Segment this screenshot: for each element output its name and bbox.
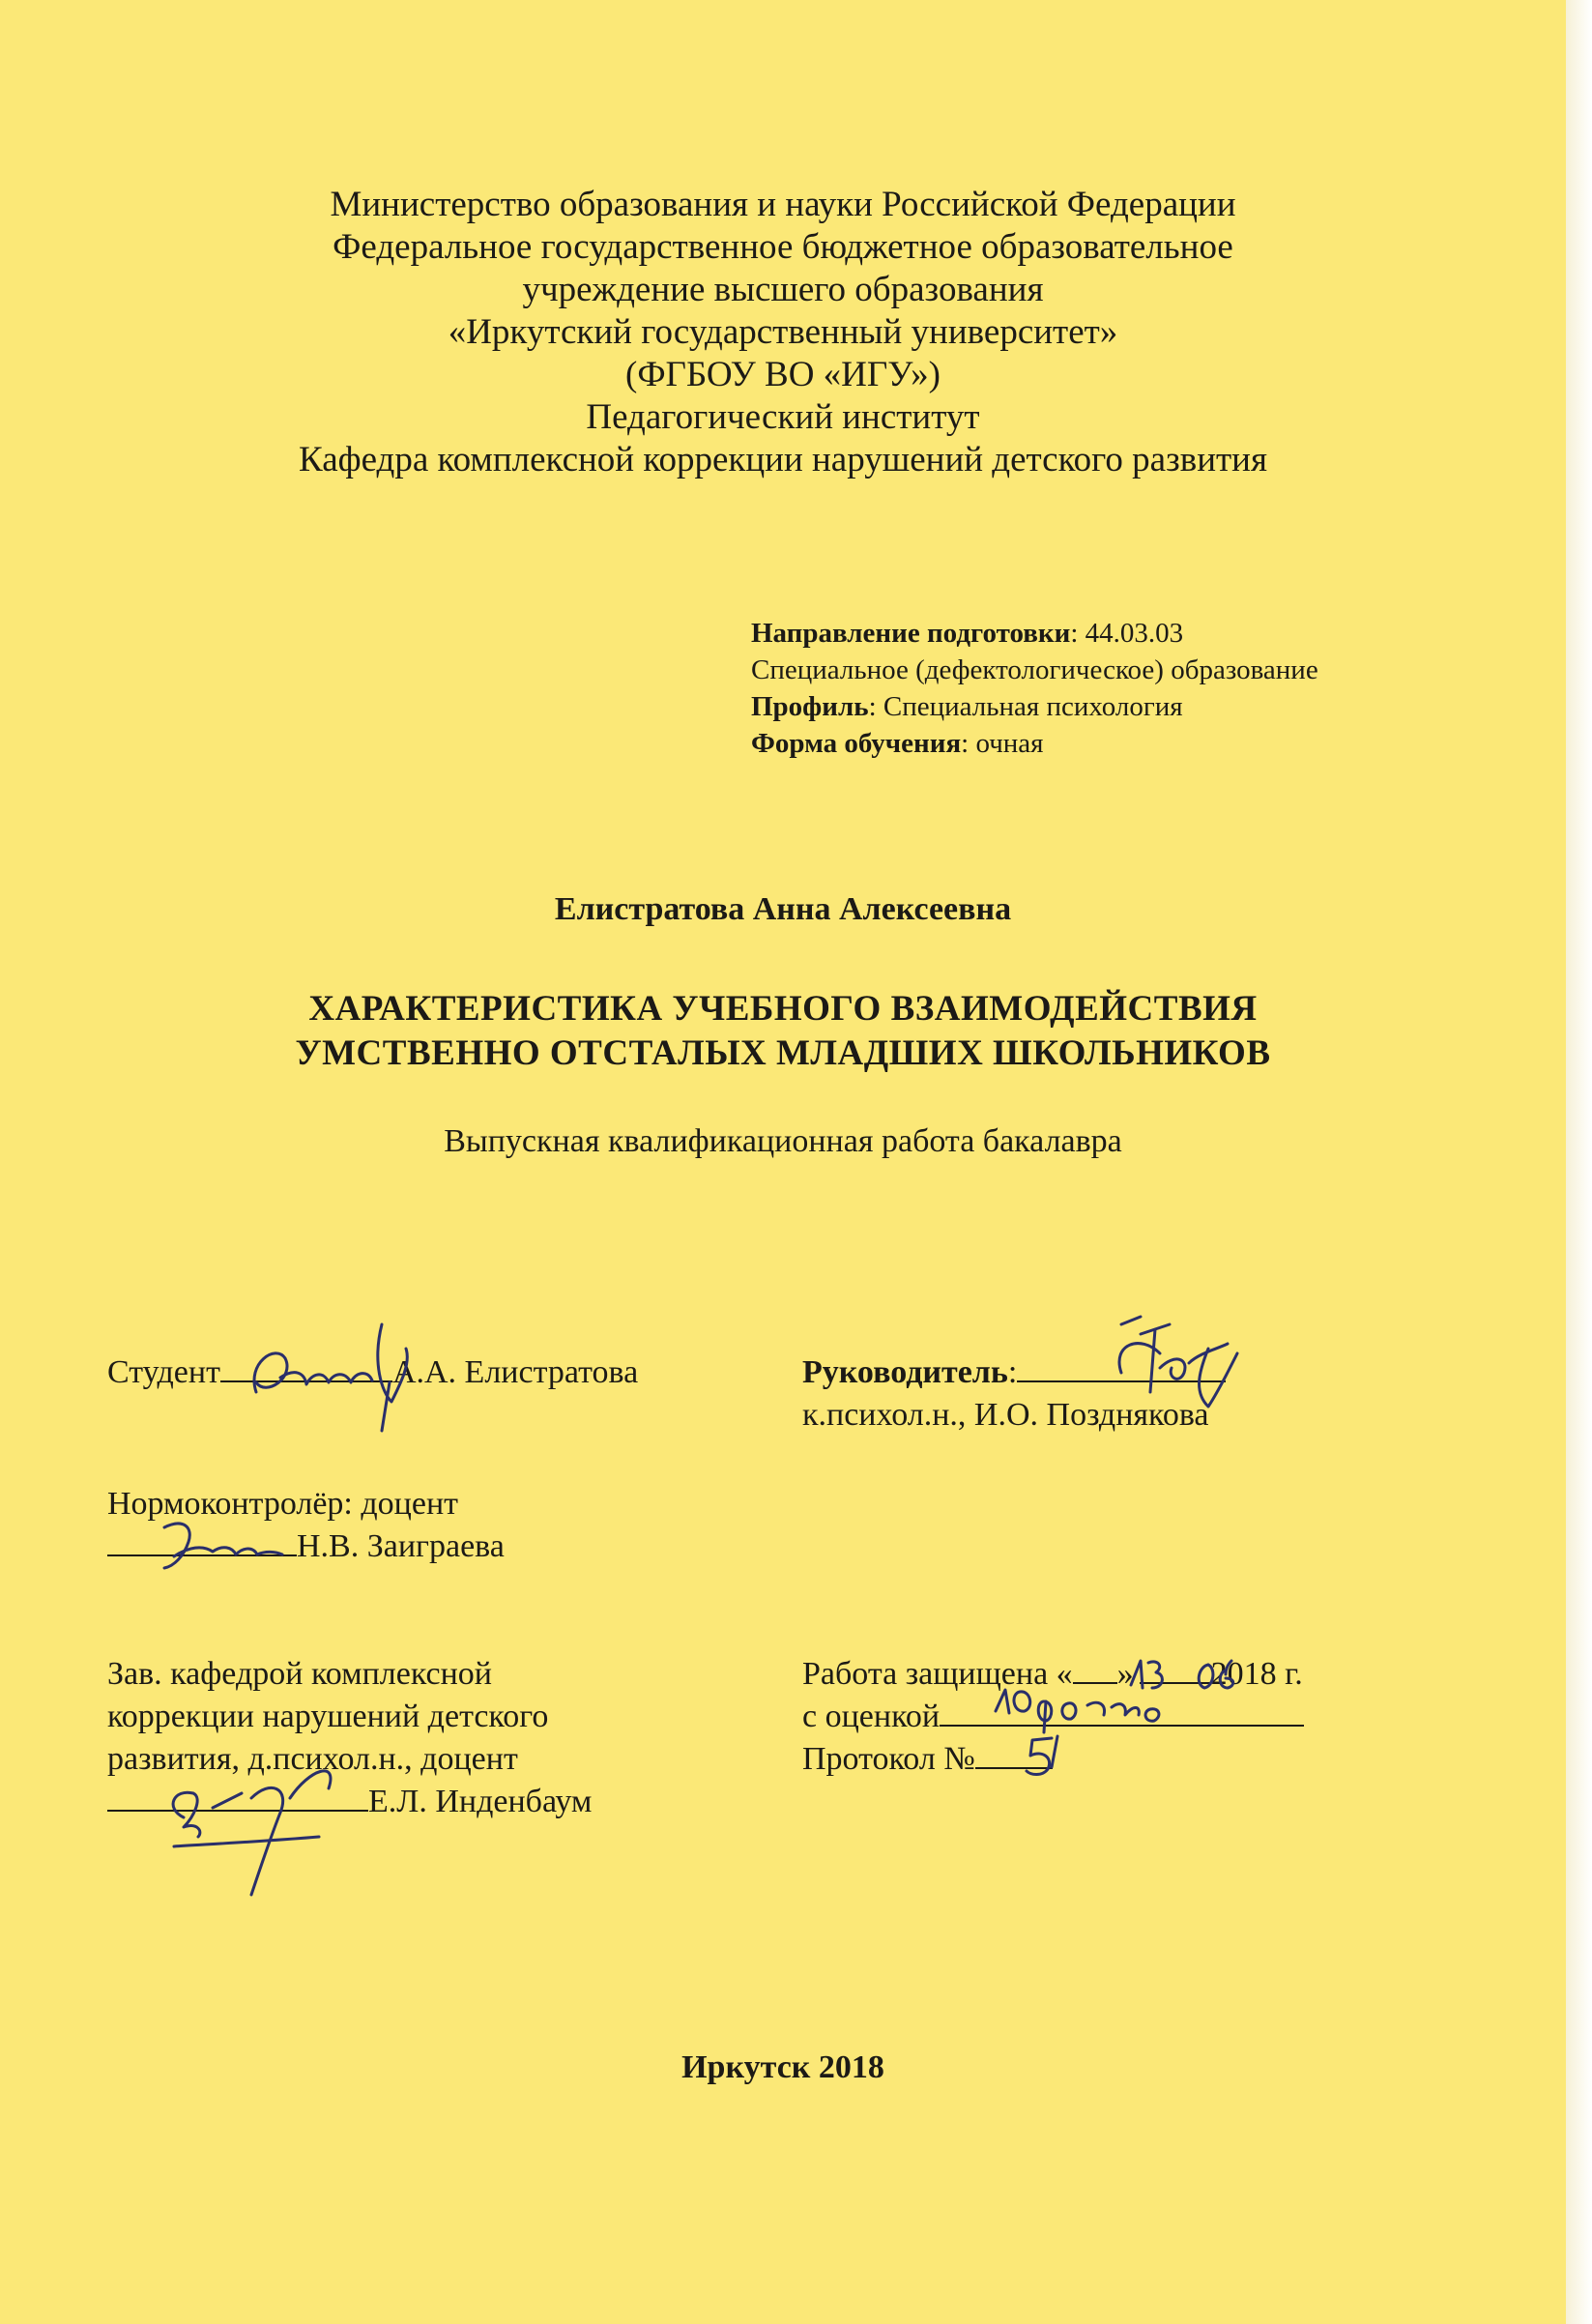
head-line-3: развития, д.психол.н., доцент (107, 1741, 518, 1777)
direction-line (751, 615, 1183, 652)
university-name: «Иркутский государственный университет» (448, 312, 1118, 352)
institution-line-1: Федеральное государственное бюджетное образовательное (333, 227, 1233, 267)
university-abbreviation: (ФГБОУ ВО «ИГУ») (625, 355, 941, 394)
institute-name: Педагогический институт (586, 397, 980, 437)
supervisor-handwritten-signature (1102, 1315, 1286, 1421)
city-year: Иркутск 2018 (681, 2049, 884, 2085)
grade-label: с оценкой (802, 1699, 941, 1734)
normcontrol-label: Нормоконтролёр: доцент (107, 1486, 459, 1522)
supervisor-colon: : (1007, 1354, 1018, 1390)
direction-name: Специальное (дефектологическое) образование (751, 654, 1318, 685)
thesis-title-line-2: УМСТВЕННО ОТСТАЛЫХ МЛАДШИХ ШКОЛЬНИКОВ (295, 1033, 1271, 1073)
thesis-title-line-1: ХАРАКТЕРИСТИКА УЧЕБНОГО ВЗАИМОДЕЙСТВИЯ (308, 989, 1258, 1029)
head-handwritten-signature (145, 1740, 377, 1914)
normcontrol-name: Н.В. Заиграева (297, 1528, 505, 1564)
scan-edge (1566, 0, 1592, 2324)
supervisor-label: Руководитель (802, 1354, 1008, 1390)
student-name: А.А. Елистратова (391, 1354, 639, 1390)
defended-prefix: Работа защищена « (802, 1656, 1073, 1692)
department-name: Кафедра комплексной коррекции нарушений детского развития (299, 440, 1267, 479)
form-value: : очная (961, 728, 1044, 759)
ministry-line: Министерство образования и науки Российской Федерации (330, 185, 1236, 224)
defended-mid: » (1116, 1656, 1134, 1692)
institution-line-2: учреждение высшего образования (522, 270, 1044, 309)
normcontrol-handwritten-signature (135, 1518, 290, 1576)
supervisor-name: к.психол.н., И.О. Позднякова (802, 1397, 1209, 1433)
form-label: Форма обучения (751, 728, 962, 759)
protocol-label: Протокол № (802, 1741, 975, 1777)
head-name: Е.Л. Инденбаум (368, 1784, 593, 1819)
direction-label: Направление подготовки (751, 618, 1071, 649)
student-label: Студент (107, 1354, 220, 1390)
profile-label: Профиль (751, 691, 869, 722)
form-line (751, 725, 1044, 762)
handwritten-protocol-number (1013, 1728, 1071, 1787)
defended-year: 2018 г. (1210, 1656, 1303, 1692)
profile-line (751, 688, 1183, 725)
direction-value: : 44.03.03 (1070, 618, 1184, 649)
student-handwritten-signature (237, 1305, 440, 1440)
work-type: Выпускная квалификационная работа бакалавра (444, 1123, 1122, 1159)
head-line-1: Зав. кафедрой комплексной (107, 1656, 493, 1692)
profile-value: : Специальная психология (868, 691, 1183, 722)
head-line-2: коррекции нарушений детского (107, 1699, 549, 1734)
author-name: Елистратова Анна Алексеевна (554, 891, 1012, 927)
